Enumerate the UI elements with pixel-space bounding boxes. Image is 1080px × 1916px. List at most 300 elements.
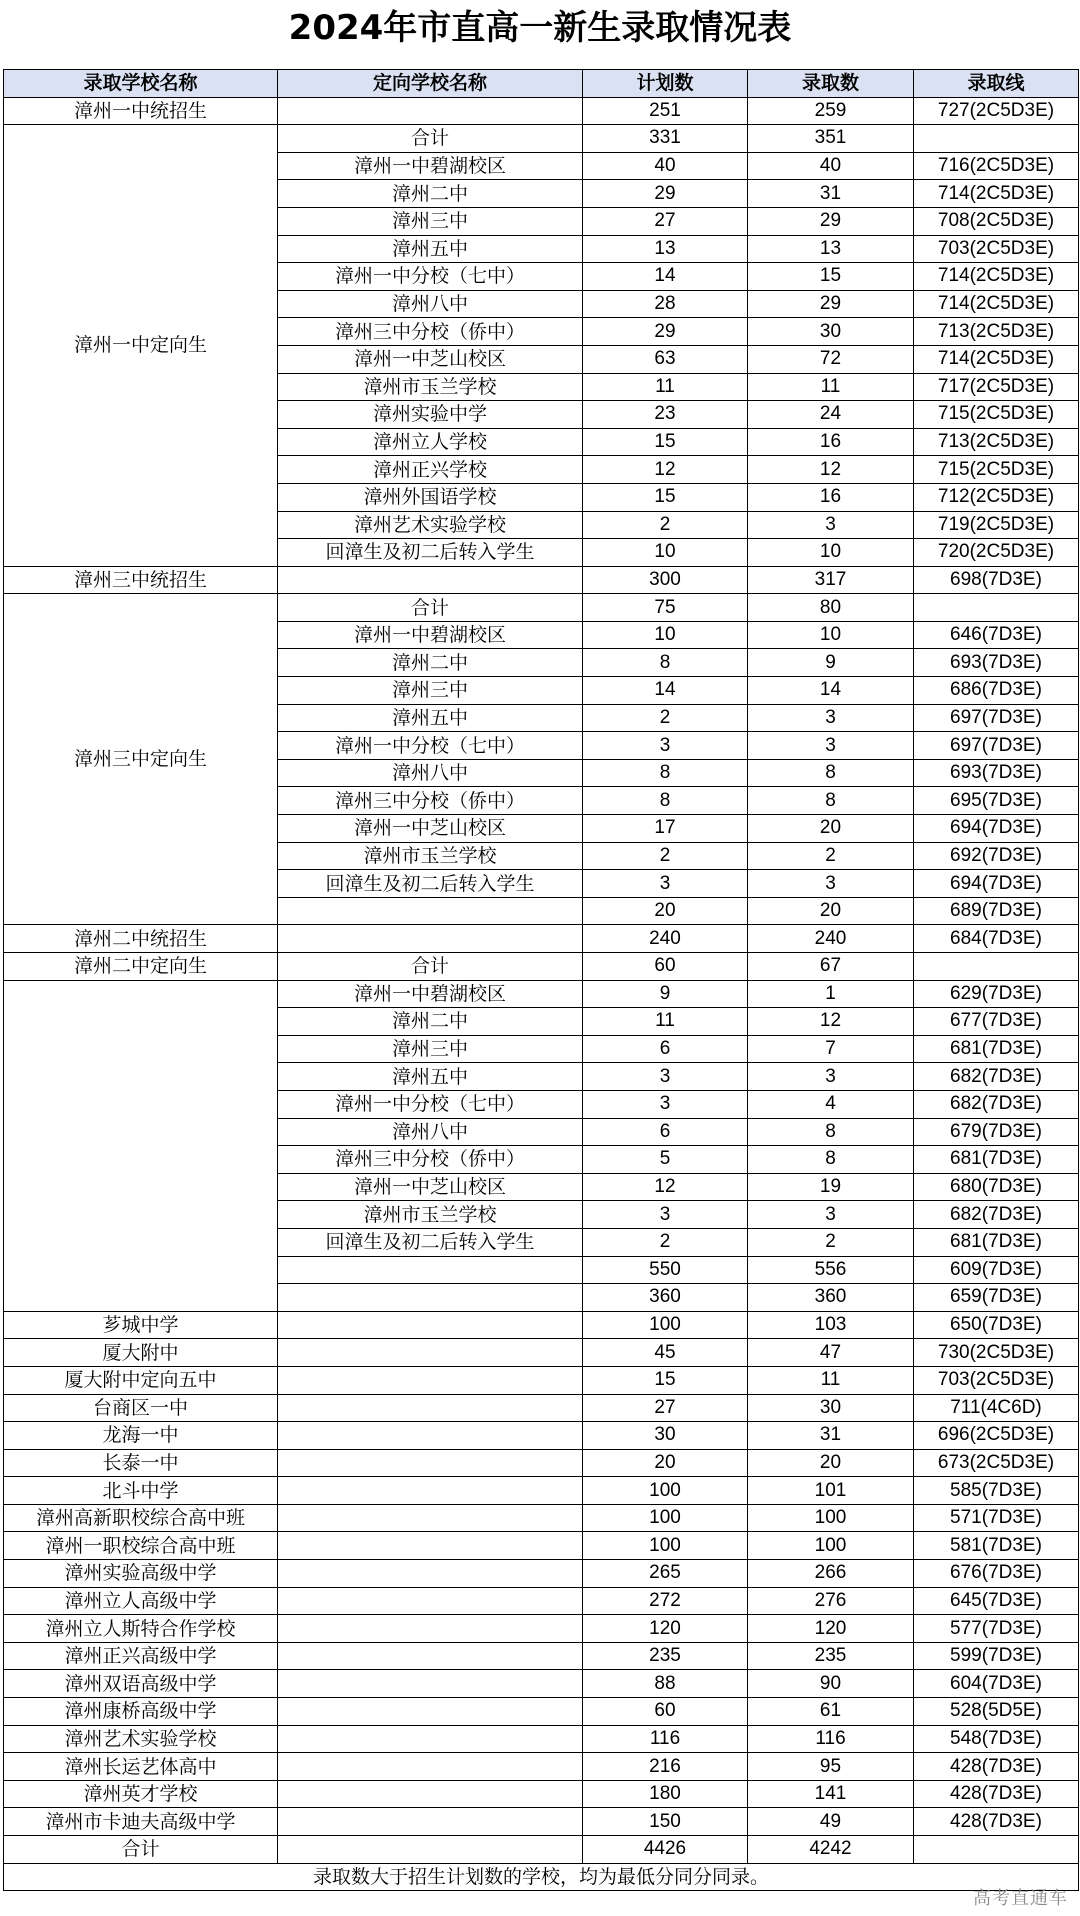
- directed-school-cell: 漳州五中: [278, 704, 583, 732]
- plan-cell: 2: [583, 842, 748, 870]
- table-row: [4, 1532, 1079, 1560]
- admitted-cell: 8: [748, 787, 914, 815]
- admitted-cell: 276: [748, 1587, 914, 1615]
- table-header-row: [4, 70, 1079, 98]
- cutoff-cell: 693(7D3E): [914, 649, 1079, 677]
- admitted-cell: 29: [748, 290, 914, 318]
- plan-cell: 3: [583, 1201, 748, 1229]
- cutoff-cell: 693(7D3E): [914, 759, 1079, 787]
- school-cell: 漳州康桥高级中学: [4, 1698, 278, 1726]
- school-cell: 漳州二中统招生: [4, 925, 278, 953]
- admitted-cell: 10: [748, 621, 914, 649]
- cutoff-cell: 713(2C5D3E): [914, 318, 1079, 346]
- plan-cell: 272: [583, 1587, 748, 1615]
- admitted-cell: 11: [748, 1366, 914, 1394]
- plan-cell: 12: [583, 456, 748, 484]
- cutoff-cell: 715(2C5D3E): [914, 456, 1079, 484]
- table-row: [4, 953, 1079, 981]
- directed-school-cell: 合计: [278, 594, 583, 622]
- table-row: [4, 1698, 1079, 1726]
- cutoff-cell: 684(7D3E): [914, 925, 1079, 953]
- plan-cell: 100: [583, 1532, 748, 1560]
- cutoff-cell: 711(4C6D): [914, 1394, 1079, 1422]
- directed-school-cell: [278, 566, 583, 594]
- school-cell: [4, 980, 278, 1311]
- cutoff-cell: 571(7D3E): [914, 1504, 1079, 1532]
- note-row: [4, 1863, 1079, 1891]
- plan-cell: 8: [583, 649, 748, 677]
- header-admitted: 录取数: [748, 70, 914, 98]
- school-cell: 漳州英才学校: [4, 1780, 278, 1808]
- directed-school-cell: [278, 1311, 583, 1339]
- school-cell: 漳州三中统招生: [4, 566, 278, 594]
- cutoff-cell: 715(2C5D3E): [914, 401, 1079, 429]
- admitted-cell: 15: [748, 263, 914, 291]
- cutoff-cell: 581(7D3E): [914, 1532, 1079, 1560]
- admitted-cell: 31: [748, 180, 914, 208]
- directed-school-cell: 漳州二中: [278, 180, 583, 208]
- directed-school-cell: [278, 1808, 583, 1836]
- cutoff-cell: 714(2C5D3E): [914, 263, 1079, 291]
- admitted-cell: 49: [748, 1808, 914, 1836]
- cutoff-cell: 689(7D3E): [914, 897, 1079, 925]
- admitted-cell: 3: [748, 732, 914, 760]
- table-row: [4, 1642, 1079, 1670]
- header-cutoff: 录取线: [914, 70, 1079, 98]
- cutoff-cell: 697(7D3E): [914, 732, 1079, 760]
- cutoff-cell: 694(7D3E): [914, 815, 1079, 843]
- directed-school-cell: [278, 897, 583, 925]
- admitted-cell: 30: [748, 1394, 914, 1422]
- admitted-cell: 7: [748, 1035, 914, 1063]
- plan-cell: 15: [583, 428, 748, 456]
- plan-cell: 29: [583, 318, 748, 346]
- plan-cell: 13: [583, 235, 748, 263]
- plan-cell: 8: [583, 759, 748, 787]
- cutoff-cell: [914, 594, 1079, 622]
- directed-school-cell: 漳州三中分校（侨中）: [278, 787, 583, 815]
- admitted-cell: 2: [748, 1228, 914, 1256]
- directed-school-cell: 漳州实验中学: [278, 401, 583, 429]
- cutoff-cell: 713(2C5D3E): [914, 428, 1079, 456]
- admitted-cell: 16: [748, 428, 914, 456]
- table-body: [4, 97, 1079, 1891]
- page-title: 2024年市直高一新生录取情况表: [288, 8, 792, 48]
- plan-cell: 120: [583, 1615, 748, 1643]
- directed-school-cell: [278, 1284, 583, 1312]
- admitted-cell: 2: [748, 842, 914, 870]
- admitted-cell: 95: [748, 1753, 914, 1781]
- directed-school-cell: 漳州市玉兰学校: [278, 842, 583, 870]
- directed-school-cell: 漳州立人学校: [278, 428, 583, 456]
- cutoff-cell: 599(7D3E): [914, 1642, 1079, 1670]
- cutoff-cell: 677(7D3E): [914, 1008, 1079, 1036]
- cutoff-cell: 577(7D3E): [914, 1615, 1079, 1643]
- plan-cell: 180: [583, 1780, 748, 1808]
- directed-school-cell: 漳州一中芝山校区: [278, 815, 583, 843]
- cutoff-cell: 679(7D3E): [914, 1118, 1079, 1146]
- cutoff-cell: 697(7D3E): [914, 704, 1079, 732]
- cutoff-cell: 703(2C5D3E): [914, 235, 1079, 263]
- plan-cell: 10: [583, 539, 748, 567]
- admitted-cell: 30: [748, 318, 914, 346]
- directed-school-cell: [278, 1477, 583, 1505]
- admitted-cell: 3: [748, 511, 914, 539]
- plan-cell: 300: [583, 566, 748, 594]
- school-cell: 合计: [4, 1836, 278, 1864]
- admitted-cell: 3: [748, 1201, 914, 1229]
- admitted-cell: 101: [748, 1477, 914, 1505]
- directed-school-cell: 漳州艺术实验学校: [278, 511, 583, 539]
- directed-school-cell: 漳州一中碧湖校区: [278, 980, 583, 1008]
- school-cell: 厦大附中: [4, 1339, 278, 1367]
- plan-cell: 14: [583, 677, 748, 705]
- plan-cell: 60: [583, 1698, 748, 1726]
- header-plan: 计划数: [583, 70, 748, 98]
- plan-cell: 251: [583, 97, 748, 125]
- cutoff-cell: 659(7D3E): [914, 1284, 1079, 1312]
- admitted-cell: 8: [748, 1146, 914, 1174]
- admitted-cell: 120: [748, 1615, 914, 1643]
- admitted-cell: 9: [748, 649, 914, 677]
- cutoff-cell: 682(7D3E): [914, 1201, 1079, 1229]
- table-row: [4, 1311, 1079, 1339]
- directed-school-cell: 漳州五中: [278, 235, 583, 263]
- plan-cell: 10: [583, 621, 748, 649]
- directed-school-cell: [278, 1366, 583, 1394]
- table-row: [4, 1753, 1079, 1781]
- directed-school-cell: 漳州三中: [278, 207, 583, 235]
- table-row: [4, 1366, 1079, 1394]
- directed-school-cell: [278, 1422, 583, 1450]
- admitted-cell: 8: [748, 1118, 914, 1146]
- admitted-cell: 13: [748, 235, 914, 263]
- cutoff-cell: 714(2C5D3E): [914, 290, 1079, 318]
- plan-cell: 9: [583, 980, 748, 1008]
- directed-school-cell: 漳州一中分校（七中）: [278, 732, 583, 760]
- cutoff-cell: 673(2C5D3E): [914, 1449, 1079, 1477]
- school-cell: 漳州一中定向生: [4, 125, 278, 567]
- school-cell: 漳州一职校综合高中班: [4, 1532, 278, 1560]
- plan-cell: 100: [583, 1504, 748, 1532]
- school-cell: 漳州二中定向生: [4, 953, 278, 981]
- directed-school-cell: 回漳生及初二后转入学生: [278, 1228, 583, 1256]
- directed-school-cell: 漳州外国语学校: [278, 483, 583, 511]
- plan-cell: 116: [583, 1725, 748, 1753]
- table-row: [4, 594, 1079, 622]
- directed-school-cell: [278, 1780, 583, 1808]
- plan-cell: 29: [583, 180, 748, 208]
- directed-school-cell: [278, 1339, 583, 1367]
- plan-cell: 6: [583, 1118, 748, 1146]
- table-row: [4, 566, 1079, 594]
- admitted-cell: 259: [748, 97, 914, 125]
- table-row: [4, 1587, 1079, 1615]
- admitted-cell: 20: [748, 897, 914, 925]
- school-cell: 漳州正兴高级中学: [4, 1642, 278, 1670]
- plan-cell: 265: [583, 1560, 748, 1588]
- plan-cell: 3: [583, 870, 748, 898]
- cutoff-cell: 585(7D3E): [914, 1477, 1079, 1505]
- cutoff-cell: 716(2C5D3E): [914, 152, 1079, 180]
- directed-school-cell: 漳州一中分校（七中）: [278, 1090, 583, 1118]
- directed-school-cell: 漳州一中芝山校区: [278, 1173, 583, 1201]
- table-row: [4, 1449, 1079, 1477]
- plan-cell: 100: [583, 1311, 748, 1339]
- cutoff-cell: 646(7D3E): [914, 621, 1079, 649]
- cutoff-cell: 703(2C5D3E): [914, 1366, 1079, 1394]
- table-row: [4, 1780, 1079, 1808]
- directed-school-cell: 漳州市玉兰学校: [278, 373, 583, 401]
- plan-cell: 8: [583, 787, 748, 815]
- cutoff-cell: [914, 1836, 1079, 1864]
- admitted-cell: 4: [748, 1090, 914, 1118]
- plan-cell: 63: [583, 345, 748, 373]
- directed-school-cell: [278, 1615, 583, 1643]
- directed-school-cell: 漳州一中碧湖校区: [278, 152, 583, 180]
- header-school: 录取学校名称: [4, 70, 278, 98]
- directed-school-cell: [278, 1504, 583, 1532]
- plan-cell: 4426: [583, 1836, 748, 1864]
- directed-school-cell: 漳州二中: [278, 1008, 583, 1036]
- school-cell: 芗城中学: [4, 1311, 278, 1339]
- directed-school-cell: 漳州正兴学校: [278, 456, 583, 484]
- admitted-cell: 556: [748, 1256, 914, 1284]
- watermark: 高考直通车: [973, 1888, 1068, 1909]
- directed-school-cell: 漳州八中: [278, 1118, 583, 1146]
- admitted-cell: 240: [748, 925, 914, 953]
- admitted-cell: 103: [748, 1311, 914, 1339]
- plan-cell: 20: [583, 1449, 748, 1477]
- school-cell: 漳州高新职校综合高中班: [4, 1504, 278, 1532]
- admitted-cell: 19: [748, 1173, 914, 1201]
- directed-school-cell: 漳州三中分校（侨中）: [278, 318, 583, 346]
- directed-school-cell: 漳州五中: [278, 1063, 583, 1091]
- plan-cell: 2: [583, 511, 748, 539]
- cutoff-cell: 727(2C5D3E): [914, 97, 1079, 125]
- plan-cell: 240: [583, 925, 748, 953]
- plan-cell: 2: [583, 1228, 748, 1256]
- table-row: [4, 1615, 1079, 1643]
- plan-cell: 150: [583, 1808, 748, 1836]
- school-cell: 漳州艺术实验学校: [4, 1725, 278, 1753]
- directed-school-cell: 漳州一中分校（七中）: [278, 263, 583, 291]
- directed-school-cell: 漳州八中: [278, 759, 583, 787]
- admitted-cell: 3: [748, 704, 914, 732]
- table-row: [4, 1339, 1079, 1367]
- plan-cell: 45: [583, 1339, 748, 1367]
- plan-cell: 11: [583, 1008, 748, 1036]
- plan-cell: 11: [583, 373, 748, 401]
- admitted-cell: 100: [748, 1504, 914, 1532]
- admitted-cell: 12: [748, 1008, 914, 1036]
- cutoff-cell: [914, 125, 1079, 153]
- directed-school-cell: 漳州三中: [278, 1035, 583, 1063]
- admitted-cell: 141: [748, 1780, 914, 1808]
- admitted-cell: 20: [748, 815, 914, 843]
- plan-cell: 6: [583, 1035, 748, 1063]
- cutoff-cell: 428(7D3E): [914, 1808, 1079, 1836]
- directed-school-cell: [278, 97, 583, 125]
- footnote: 录取数大于招生计划数的学校，均为最低分同分同录。: [4, 1863, 1079, 1891]
- admitted-cell: 29: [748, 207, 914, 235]
- cutoff-cell: 686(7D3E): [914, 677, 1079, 705]
- school-cell: 长泰一中: [4, 1449, 278, 1477]
- table-row: [4, 1836, 1079, 1864]
- admitted-cell: 90: [748, 1670, 914, 1698]
- cutoff-cell: 720(2C5D3E): [914, 539, 1079, 567]
- admitted-cell: 100: [748, 1532, 914, 1560]
- school-cell: 漳州一中统招生: [4, 97, 278, 125]
- directed-school-cell: 漳州二中: [278, 649, 583, 677]
- directed-school-cell: 合计: [278, 953, 583, 981]
- cutoff-cell: 680(7D3E): [914, 1173, 1079, 1201]
- admitted-cell: 235: [748, 1642, 914, 1670]
- table-row: [4, 980, 1079, 1008]
- cutoff-cell: 714(2C5D3E): [914, 180, 1079, 208]
- admitted-cell: 8: [748, 759, 914, 787]
- plan-cell: 27: [583, 207, 748, 235]
- plan-cell: 235: [583, 1642, 748, 1670]
- directed-school-cell: 回漳生及初二后转入学生: [278, 539, 583, 567]
- admitted-cell: 116: [748, 1725, 914, 1753]
- plan-cell: 15: [583, 483, 748, 511]
- admitted-cell: 24: [748, 401, 914, 429]
- school-cell: 漳州长运艺体高中: [4, 1753, 278, 1781]
- school-cell: 台商区一中: [4, 1394, 278, 1422]
- cutoff-cell: 708(2C5D3E): [914, 207, 1079, 235]
- table-row: [4, 925, 1079, 953]
- directed-school-cell: [278, 1449, 583, 1477]
- plan-cell: 360: [583, 1284, 748, 1312]
- plan-cell: 3: [583, 732, 748, 760]
- school-cell: 龙海一中: [4, 1422, 278, 1450]
- plan-cell: 17: [583, 815, 748, 843]
- cutoff-cell: [914, 953, 1079, 981]
- plan-cell: 30: [583, 1422, 748, 1450]
- table-row: [4, 1670, 1079, 1698]
- school-cell: 漳州立人斯特合作学校: [4, 1615, 278, 1643]
- admitted-cell: 360: [748, 1284, 914, 1312]
- directed-school-cell: [278, 1725, 583, 1753]
- plan-cell: 20: [583, 897, 748, 925]
- cutoff-cell: 695(7D3E): [914, 787, 1079, 815]
- plan-cell: 550: [583, 1256, 748, 1284]
- directed-school-cell: [278, 1836, 583, 1864]
- directed-school-cell: 漳州一中芝山校区: [278, 345, 583, 373]
- plan-cell: 2: [583, 704, 748, 732]
- admission-table: [3, 69, 1079, 1891]
- cutoff-cell: 694(7D3E): [914, 870, 1079, 898]
- school-cell: 北斗中学: [4, 1477, 278, 1505]
- table-row: [4, 125, 1079, 153]
- cutoff-cell: 428(7D3E): [914, 1753, 1079, 1781]
- school-cell: 漳州三中定向生: [4, 594, 278, 925]
- table-row: [4, 1422, 1079, 1450]
- admitted-cell: 40: [748, 152, 914, 180]
- directed-school-cell: [278, 1698, 583, 1726]
- plan-cell: 28: [583, 290, 748, 318]
- cutoff-cell: 650(7D3E): [914, 1311, 1079, 1339]
- directed-school-cell: 漳州三中: [278, 677, 583, 705]
- plan-cell: 3: [583, 1063, 748, 1091]
- admitted-cell: 31: [748, 1422, 914, 1450]
- school-cell: 漳州实验高级中学: [4, 1560, 278, 1588]
- cutoff-cell: 629(7D3E): [914, 980, 1079, 1008]
- table-row: [4, 1477, 1079, 1505]
- plan-cell: 3: [583, 1090, 748, 1118]
- admitted-cell: 12: [748, 456, 914, 484]
- directed-school-cell: [278, 1753, 583, 1781]
- admitted-cell: 72: [748, 345, 914, 373]
- school-cell: 漳州双语高级中学: [4, 1670, 278, 1698]
- school-cell: 厦大附中定向五中: [4, 1366, 278, 1394]
- directed-school-cell: [278, 1394, 583, 1422]
- cutoff-cell: 645(7D3E): [914, 1587, 1079, 1615]
- cutoff-cell: 682(7D3E): [914, 1063, 1079, 1091]
- admitted-cell: 4242: [748, 1836, 914, 1864]
- directed-school-cell: [278, 925, 583, 953]
- directed-school-cell: 漳州八中: [278, 290, 583, 318]
- directed-school-cell: [278, 1560, 583, 1588]
- cutoff-cell: 681(7D3E): [914, 1035, 1079, 1063]
- cutoff-cell: 698(7D3E): [914, 566, 1079, 594]
- plan-cell: 23: [583, 401, 748, 429]
- plan-cell: 15: [583, 1366, 748, 1394]
- cutoff-cell: 719(2C5D3E): [914, 511, 1079, 539]
- plan-cell: 5: [583, 1146, 748, 1174]
- cutoff-cell: 681(7D3E): [914, 1228, 1079, 1256]
- directed-school-cell: [278, 1670, 583, 1698]
- plan-cell: 14: [583, 263, 748, 291]
- directed-school-cell: 漳州一中碧湖校区: [278, 621, 583, 649]
- cutoff-cell: 714(2C5D3E): [914, 345, 1079, 373]
- admitted-cell: 16: [748, 483, 914, 511]
- admitted-cell: 3: [748, 1063, 914, 1091]
- directed-school-cell: 漳州市玉兰学校: [278, 1201, 583, 1229]
- cutoff-cell: 604(7D3E): [914, 1670, 1079, 1698]
- cutoff-cell: 428(7D3E): [914, 1780, 1079, 1808]
- admitted-cell: 266: [748, 1560, 914, 1588]
- cutoff-cell: 717(2C5D3E): [914, 373, 1079, 401]
- cutoff-cell: 676(7D3E): [914, 1560, 1079, 1588]
- admitted-cell: 10: [748, 539, 914, 567]
- admitted-cell: 20: [748, 1449, 914, 1477]
- admitted-cell: 317: [748, 566, 914, 594]
- cutoff-cell: 682(7D3E): [914, 1090, 1079, 1118]
- plan-cell: 88: [583, 1670, 748, 1698]
- plan-cell: 75: [583, 594, 748, 622]
- header-directed-school: 定向学校名称: [278, 70, 583, 98]
- cutoff-cell: 609(7D3E): [914, 1256, 1079, 1284]
- directed-school-cell: [278, 1587, 583, 1615]
- admitted-cell: 80: [748, 594, 914, 622]
- admitted-cell: 3: [748, 870, 914, 898]
- plan-cell: 60: [583, 953, 748, 981]
- plan-cell: 216: [583, 1753, 748, 1781]
- directed-school-cell: 漳州三中分校（侨中）: [278, 1146, 583, 1174]
- table-row: [4, 1504, 1079, 1532]
- admitted-cell: 14: [748, 677, 914, 705]
- table-row: [4, 1394, 1079, 1422]
- school-cell: 漳州立人高级中学: [4, 1587, 278, 1615]
- directed-school-cell: [278, 1642, 583, 1670]
- directed-school-cell: [278, 1256, 583, 1284]
- plan-cell: 27: [583, 1394, 748, 1422]
- plan-cell: 12: [583, 1173, 748, 1201]
- admitted-cell: 351: [748, 125, 914, 153]
- admitted-cell: 61: [748, 1698, 914, 1726]
